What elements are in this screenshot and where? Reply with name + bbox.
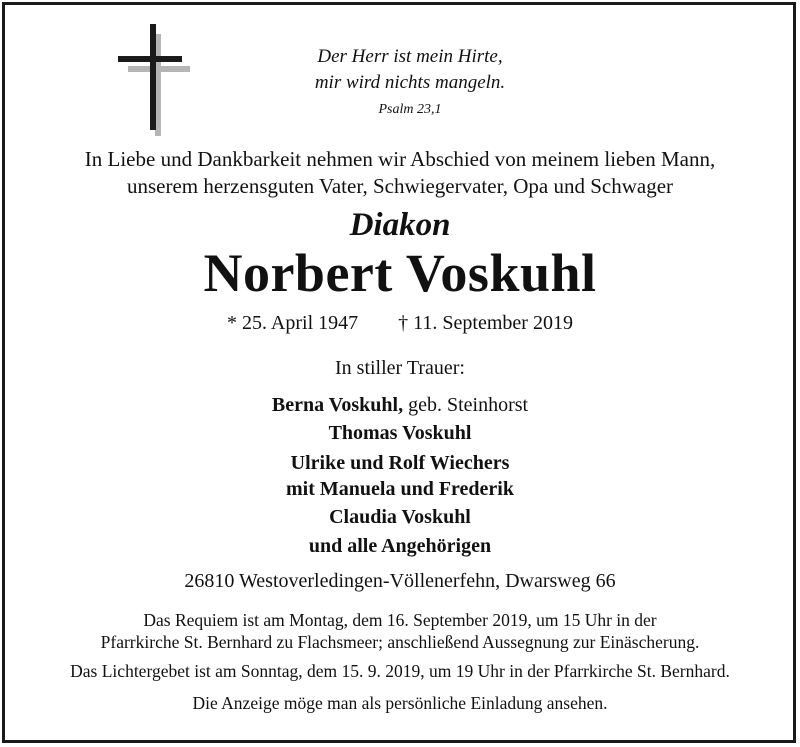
verse-line-2: mir wird nichts mangeln. — [314, 72, 506, 93]
deceased-name: Norbert Voskuhl — [203, 243, 597, 303]
intro-line-2: unserem herzensguten Vater, Schwiegervater, Opa und Schwager — [126, 174, 674, 198]
death-date: † 11. September 2019 — [398, 312, 573, 334]
verse-line-1: Der Herr ist mein Hirte, — [317, 46, 503, 67]
invitation-note: Die Anzeige möge man als persönliche Einladung ansehen. — [192, 693, 608, 713]
widow-line — [0, 394, 800, 417]
family-member: mit Manuela und Frederik — [286, 478, 514, 500]
family-member: Thomas Voskuhl — [328, 422, 472, 444]
intro-line-1: In Liebe und Dankbarkeit nehmen wir Abschied von meinem lieben Mann, — [84, 147, 716, 171]
address: 26810 Westoverledingen-Völlenerfehn, Dwarsweg 66 — [184, 570, 616, 592]
widow-name: Berna Voskuhl, — [271, 394, 404, 416]
widow-maiden-name: geb. Steinhorst — [408, 394, 529, 416]
family-member: und alle Angehörigen — [308, 535, 492, 557]
prayer-notice: Das Lichtergebet ist am Sonntag, dem 15. 9. 2019, um 19 Uhr in der Pfarrkirche St. Bernhard. — [70, 661, 730, 681]
requiem-line-2: Pfarrkirche St. Bernhard zu Flachsmeer; anschließend Aussegnung zur Einäscherung. — [100, 632, 700, 652]
mourning-heading: In stiller Trauer: — [335, 357, 465, 379]
requiem-line-1: Das Requiem ist am Montag, dem 16. September 2019, um 15 Uhr in der — [143, 610, 657, 630]
cross-icon — [118, 24, 194, 136]
life-dates — [0, 312, 800, 335]
birth-date: * 25. April 1947 — [227, 312, 359, 334]
deceased-title: Diakon — [349, 207, 451, 243]
family-member: Ulrike und Rolf Wiechers — [290, 452, 510, 474]
verse-source: Psalm 23,1 — [378, 102, 442, 117]
family-member: Claudia Voskuhl — [329, 506, 471, 528]
